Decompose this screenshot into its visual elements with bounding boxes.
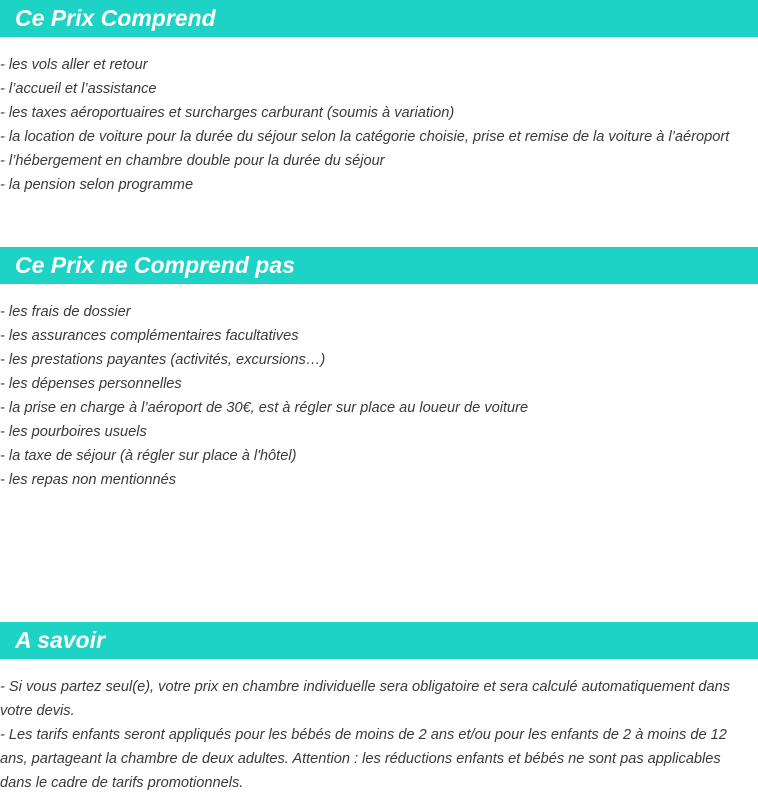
- list-item: - les prestations payantes (activités, excursions…): [0, 352, 326, 368]
- section-price-excludes: [0, 247, 758, 492]
- list-item: - la prise en charge à l’aéroport de 30€, est à régler sur place au loueur de voiture: [0, 400, 529, 416]
- info-list: [0, 675, 758, 795]
- info-paragraph: - Les tarifs enfants seront appliqués pour les bébés de moins de 2 ans et/ou pour les enfants de 2 à moins de 12 ans, partageant la chambre de deux adultes. Attention : les réductions enfants et bébés ne sont pas applicables dans le cadre de tarifs promotionnels.: [0, 727, 727, 791]
- section-title: Ce Prix Comprend: [15, 5, 216, 31]
- list-item: - les pourboires usuels: [0, 424, 147, 440]
- section-header: [0, 247, 758, 284]
- list-item: - les vols aller et retour: [0, 57, 148, 73]
- list-item: - les repas non mentionnés: [0, 472, 177, 488]
- list-item: - les dépenses personnelles: [0, 376, 182, 392]
- list-item: - la location de voiture pour la durée du séjour selon la catégorie choisie, prise et remise de la voiture à l’aéroport: [0, 129, 730, 145]
- list-item: - les taxes aéroportuaires et surcharges carburant (soumis à variation): [0, 105, 455, 121]
- section-title: A savoir: [15, 627, 105, 653]
- info-paragraph: - Si vous partez seul(e), votre prix en chambre individuelle sera obligatoire et sera calculé automatiquement dans votre devis.: [0, 679, 731, 719]
- section-header: [0, 622, 758, 659]
- list-item: - les assurances complémentaires facultatives: [0, 328, 299, 344]
- excluded-list: [0, 300, 758, 492]
- section-title: Ce Prix ne Comprend pas: [15, 252, 295, 278]
- list-item: - la taxe de séjour (à régler sur place à l'hôtel): [0, 448, 297, 464]
- list-item: - les frais de dossier: [0, 304, 131, 320]
- list-item: - l’hébergement en chambre double pour la durée du séjour: [0, 153, 385, 169]
- section-good-to-know: [0, 622, 758, 795]
- list-item: - la pension selon programme: [0, 177, 194, 193]
- included-list: [0, 53, 758, 197]
- section-header: [0, 0, 758, 37]
- list-item: - l’accueil et l’assistance: [0, 81, 157, 97]
- section-price-includes: [0, 0, 758, 197]
